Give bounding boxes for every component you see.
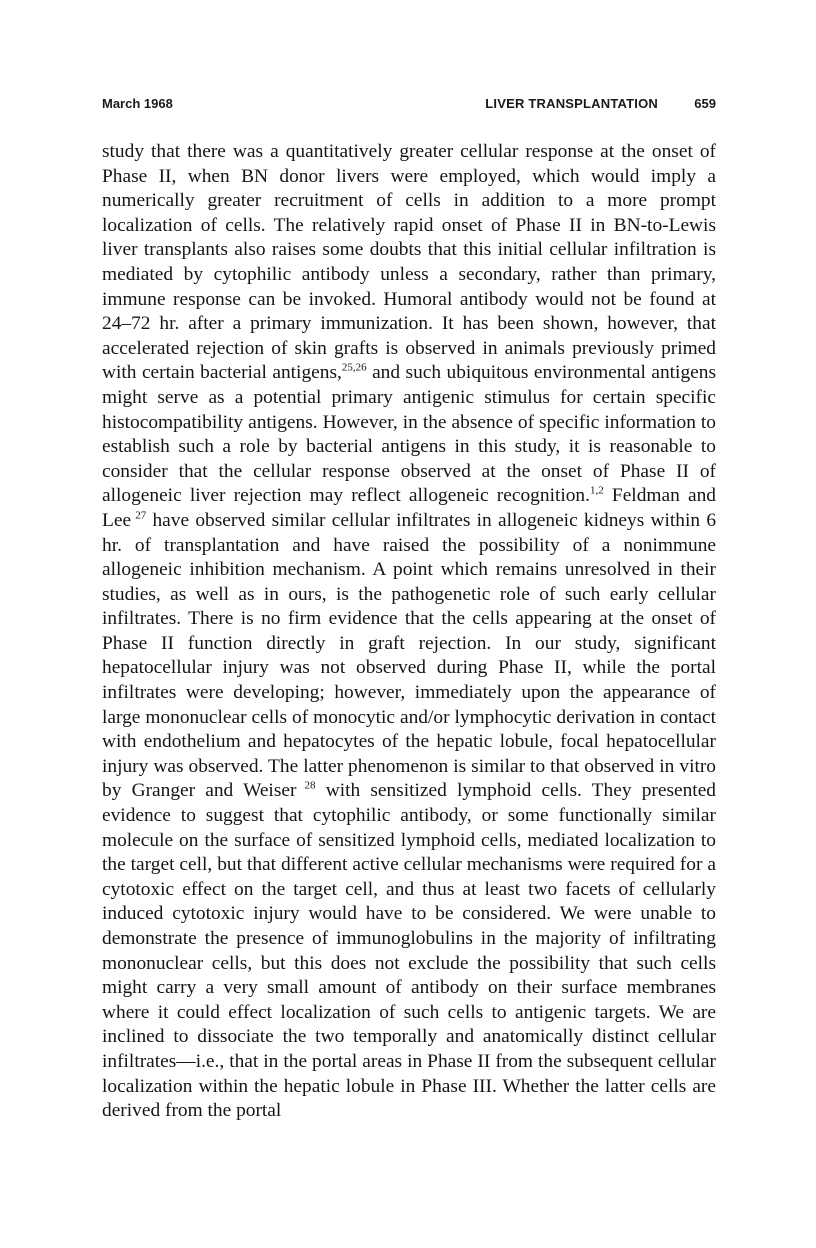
citation-superscript: 27 (131, 509, 147, 522)
issue-date: March 1968 (102, 96, 173, 111)
running-head (102, 96, 716, 118)
citation-superscript: 1,2 (589, 484, 604, 497)
body-text-segment: Feldman and Lee (102, 485, 716, 531)
body-text-segment: have observed similar cellular infiltrates in allogeneic kidneys within 6 hr. of transplantation and have raised the possibility of a nonimmune allogeneic inhibition mechanism. A point which remains unresolved in their studies, as well as in ours, is the pathogenetic role of such early cellular infiltrates. There is no firm evidence that the cells appearing at the onset of Phase II function directly in graft rejection. In our study, significant hepatocellular injury was not observed during Phase II, while the portal infiltrates were developing; however, immediately upon the appearance of large mononuclear cells of monocytic and/or lymphocytic derivation in contact with endothelium and hepatocytes of the hepatic lobule, focal hepatocellular injury was observed. The latter phenomenon is similar to that observed in vitro by Granger and Weiser (102, 509, 717, 802)
body-text-segment: study that there was a quantitatively greater cellular response at the onset of Phase II, when BN donor livers were employed, which would imply a numerically greater recruitment of cells in addition to a more prompt localization of cells. The relatively rapid onset of Phase II in BN-to-Lewis liver transplants also raises some doubts that this initial cellular infiltration is mediated by cytophilic antibody unless a secondary, rather than primary, immune response can be invoked. Humoral antibody would not be found at 24–72 hr. after a primary immunization. It has been shown, however, that accelerated rejection of skin grafts is observed in animals previously primed with certain bacterial antigens, (102, 141, 716, 384)
body-text-segment: and such ubiquitous environmental antigens might serve as a potential primary antigenic stimulus for certain specific histocompatibility antigens. However, in the absence of specific information to establish such a role by bacterial antigens in this study, it is reasonable to consider that the cellular response observed at the onset of Phase II of allogeneic liver rejection may reflect allogeneic recognition. (102, 362, 716, 507)
citation-superscript: 25,26 (341, 361, 367, 374)
page-number: 659 (694, 96, 716, 111)
body-text-segment: with sensitized lymphoid cells. They presented evidence to suggest that cytophilic antibody, or some functionally similar molecule on the surface of sensitized lymphoid cells, mediated localization to the target cell, but that different active cellular mechanisms were required for a cytotoxic effect on the target cell, and thus at least two facets of cellularly induced cytotoxic injury would have to be considered. We were unable to demonstrate the presence of immunoglobulins in the majority of infiltrating mononuclear cells, but this does not exclude the possibility that such cells might carry a very small amount of antibody on their surface membranes where it could effect localization of such cells to antigenic targets. We are inclined to dissociate the two temporally and anatomically distinct cellular infiltrates—i.e., that in the portal areas in Phase II from the subsequent cellular localization within the hepatic lobule in Phase III. Whether the latter cells are derived from the portal (102, 780, 716, 1122)
running-title: LIVER TRANSPLANTATION (485, 96, 658, 111)
body-paragraph (102, 140, 716, 1124)
citation-superscript: 28 (296, 779, 316, 792)
